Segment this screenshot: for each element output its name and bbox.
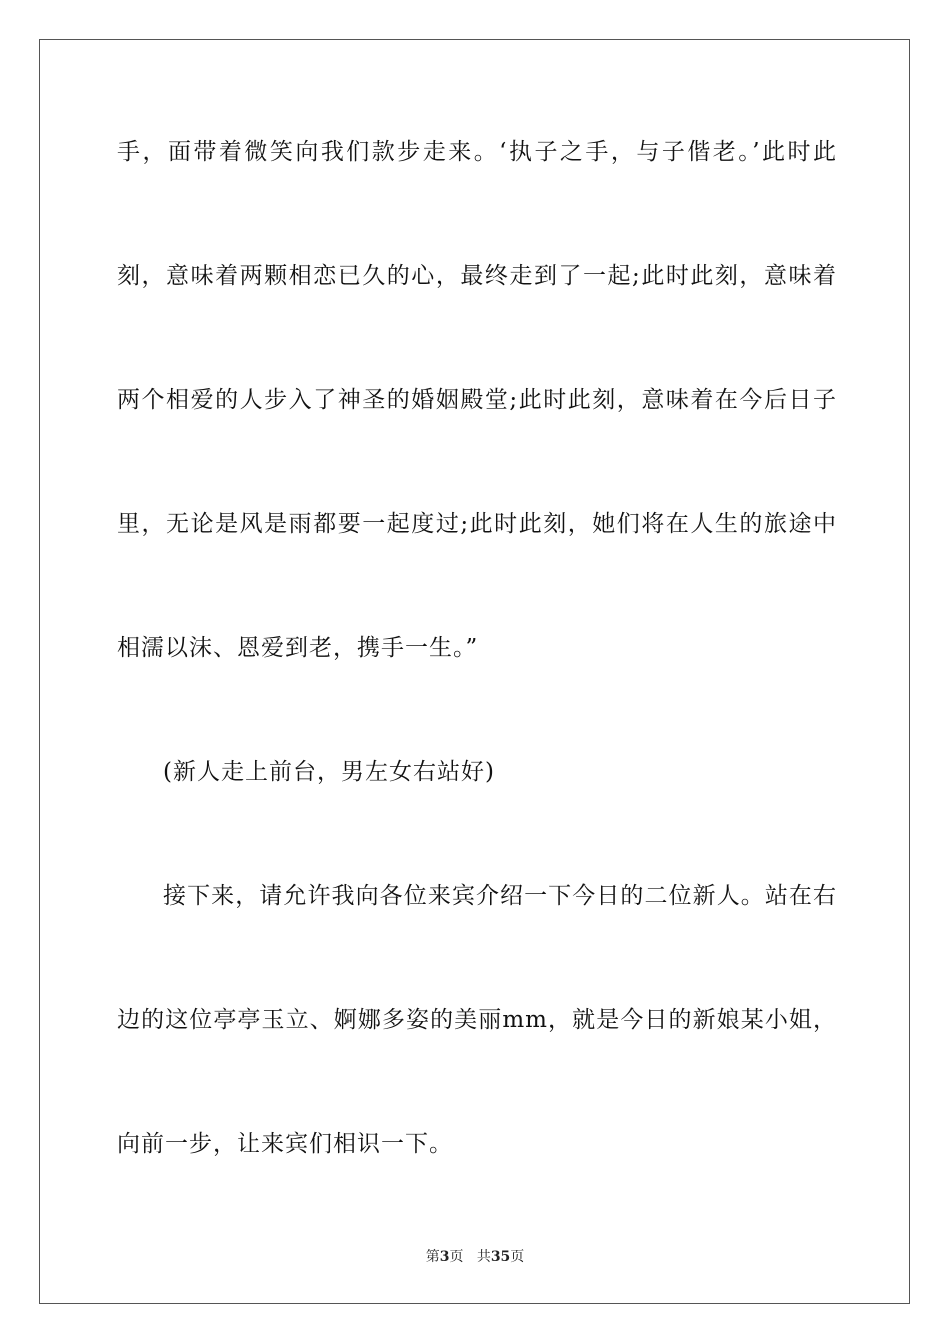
text-line: 里，无论是风是雨都要一起度过;此时此刻，她们将在人生的旅途中: [117, 511, 837, 537]
text-line: 手，面带着微笑向我们款步走来。‘执子之手，与子偕老。’此时此: [117, 139, 837, 165]
page-number: 3: [439, 1249, 450, 1265]
text-line: 边的这位亭亭玉立、婀娜多姿的美丽mm，就是今日的新娘某小姐，: [117, 1007, 837, 1033]
text-line: 向前一步，让来宾们相识一下。: [117, 1131, 453, 1157]
text-line: 相濡以沫、恩爱到老，携手一生。”: [117, 635, 479, 661]
page-prefix: 第: [425, 1249, 440, 1265]
total-prefix: 共: [476, 1249, 491, 1265]
page-suffix: 页: [449, 1249, 464, 1265]
text-line: 两个相爱的人步入了神圣的婚姻殿堂;此时此刻，意味着在今后日子: [117, 387, 837, 413]
total-pages: 35: [490, 1249, 511, 1265]
total-suffix: 页: [510, 1249, 525, 1265]
text-line: 刻，意味着两颗相恋已久的心，最终走到了一起;此时此刻，意味着: [117, 263, 837, 289]
stage-direction: (新人走上前台，男左女右站好): [163, 759, 495, 785]
page-border: [39, 39, 910, 1304]
paragraph-start-line: 接下来，请允许我向各位来宾介绍一下今日的二位新人。站在右: [163, 883, 837, 909]
page-footer: [0, 1246, 950, 1266]
